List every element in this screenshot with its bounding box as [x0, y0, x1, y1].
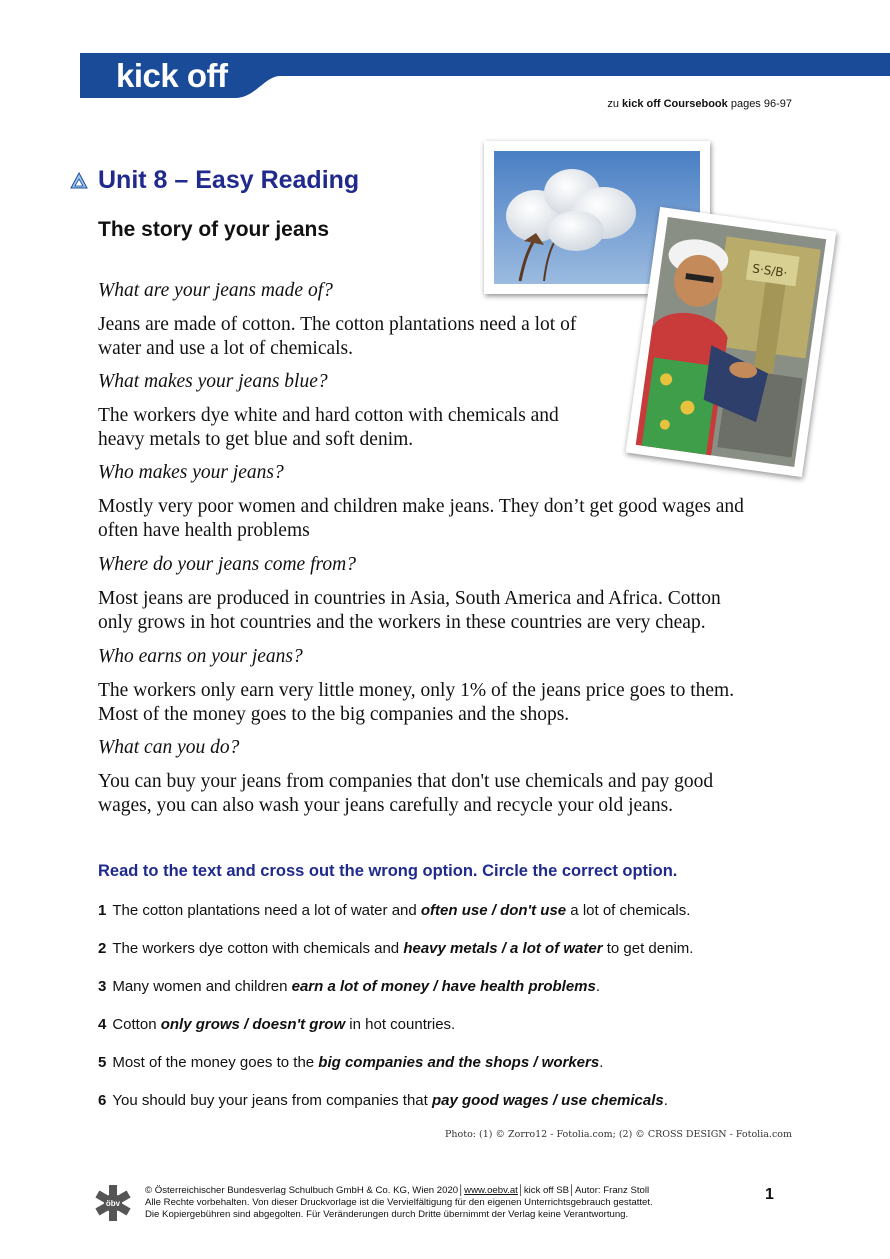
- answer-2-line-2: heavy metals to get blue and soft denim.: [98, 429, 414, 450]
- svg-text:S·S/B·: S·S/B·: [751, 261, 789, 281]
- task-heading: Read to the text and cross out the wrong option. Circle the correct option.: [98, 862, 678, 880]
- answer-4-line-2: only grows in hot countries and the workers in these countries are very cheap.: [98, 612, 706, 633]
- answer-4-line-1: Most jeans are produced in countries in Asia, South America and Africa. Cotton: [98, 588, 721, 609]
- answer-5-line-1: The workers only earn very little money, only 1% of the jeans price goes to them.: [98, 680, 735, 701]
- question-1: What are your jeans made of?: [98, 280, 333, 301]
- answer-1-line-1: Jeans are made of cotton. The cotton plantations need a lot of: [98, 314, 577, 335]
- task-item: 2 The workers dye cotton with chemicals and heavy metals / a lot of water to get denim.: [98, 940, 694, 957]
- answer-3-line-1: Mostly very poor women and children make jeans. They don’t get good wages and: [98, 496, 744, 517]
- task-option[interactable]: pay good wages / use chemicals: [431, 1092, 664, 1109]
- task-item: 6 You should buy your jeans from companies that pay good wages / use chemicals.: [98, 1092, 668, 1109]
- task-option[interactable]: earn a lot of money / have health problems: [291, 978, 596, 995]
- answer-6-line-1: You can buy your jeans from companies that don't use chemicals and pay good: [98, 771, 714, 792]
- publisher-logo-text: öbv: [105, 1199, 121, 1208]
- answer-6-line-2: wages, you can also wash your jeans carefully and recycle your old jeans.: [98, 795, 674, 816]
- question-4: Where do your jeans come from?: [98, 554, 356, 575]
- question-5: Who earns on your jeans?: [98, 646, 303, 667]
- task-item: 4 Cotton only grows / doesn't grow in hot countries.: [98, 1016, 456, 1033]
- task-item: 5 Most of the money goes to the big companies and the shops / workers.: [98, 1054, 604, 1071]
- triangle-icon: [70, 172, 88, 190]
- answer-5-line-2: Most of the money goes to the big companies and the shops.: [98, 704, 570, 725]
- task-item: 1 The cotton plantations need a lot of water and often use / don't use a lot of chemicals.: [98, 902, 691, 919]
- story-title: The story of your jeans: [98, 218, 330, 241]
- task-option[interactable]: big companies and the shops / workers: [318, 1054, 600, 1071]
- question-2: What makes your jeans blue?: [98, 371, 328, 392]
- answer-2-line-1: The workers dye white and hard cotton with chemicals and: [98, 405, 559, 426]
- task-option[interactable]: heavy metals / a lot of water: [403, 940, 603, 957]
- question-3: Who makes your jeans?: [98, 462, 284, 483]
- question-6: What can you do?: [98, 737, 240, 758]
- unit-title: Unit 8 – Easy Reading: [98, 166, 360, 194]
- answer-1-line-2: water and use a lot of chemicals.: [98, 338, 354, 359]
- task-option[interactable]: only grows / doesn't grow: [160, 1016, 346, 1033]
- publisher-logo-icon: [95, 1185, 131, 1221]
- task-option[interactable]: often use / don't use: [420, 902, 567, 919]
- footer-copyright: © Österreichischer Bundesverlag Schulbuch GmbH & Co. KG, Wien 2020│www.oebv.at│kick off SB│Autor: Franz Stoll Alle Rechte vorbehalten. Von dieser Druckvorlage ist die Vervielfältigung für den eigenen Unterrichtsgebrauch gestattet. Die Kopiergebühren sind abgegolten. Für Veränderungen durch Dritte übernimmt der Verlag keine Verantwortung.: [145, 1185, 653, 1220]
- task-item: 3 Many women and children earn a lot of money / have health problems.: [98, 978, 601, 995]
- coursebook-reference: zu kick off Coursebook pages 96-97: [607, 98, 792, 110]
- sewing-worker-photo: [626, 207, 837, 477]
- page-number: 1: [765, 1186, 774, 1203]
- brand-logo-text: kick off: [116, 57, 228, 94]
- answer-3-line-2: often have health problems: [98, 520, 310, 541]
- publisher-link[interactable]: www.oebv.at: [464, 1185, 518, 1196]
- photo-credit: Photo: (1) © Zorro12 - Fotolia.com; (2) © CROSS DESIGN - Fotolia.com: [445, 1129, 792, 1140]
